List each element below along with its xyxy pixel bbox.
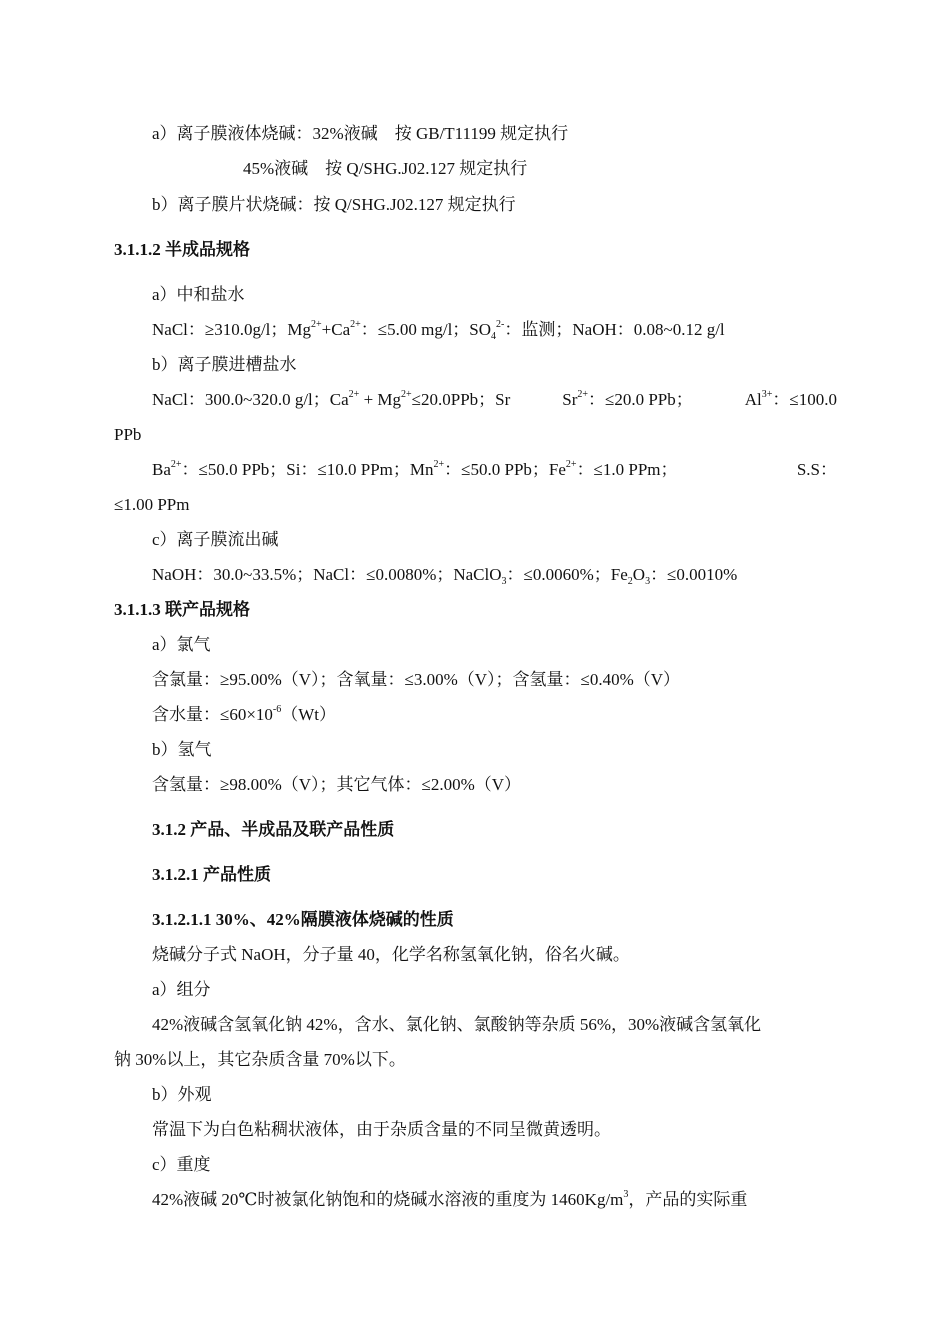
item-appearance: b）外观 — [152, 1085, 212, 1104]
spec-line-flake-caustic: b）离子膜片状烧碱：按 Q/SHG.J02.127 规定执行 — [152, 195, 516, 214]
spec-line-ionic-brine-wrap: PPb — [114, 425, 142, 444]
paragraph-composition-1: 42%液碱含氢氧化钠 42%，含水、氯化钠、氯酸钠等杂质 56%，30%液碱含氢氧化 — [152, 1015, 762, 1034]
spec-line-ionic-liquid-caustic: a）离子膜液体烧碱：32%液碱 按 GB/T11199 规定执行 — [152, 124, 569, 143]
spec-line-ionic-brine-1: NaCl：300.0~320.0 g/l；$Ca^{2+} + Mg^{2+}\le 20.0PPb$；Sr $Sr^{2+}$：≤20.0 PPb； $Al^{3+}$：≤100.0 — [152, 389, 837, 409]
paragraph-molecular-formula: 烧碱分子式 NaOH，分子量 40，化学名称氢氧化钠，俗名火碱。 — [152, 945, 630, 964]
paragraph-composition-2: 钠 30%以上，其它杂质含量 70%以下。 — [114, 1050, 406, 1069]
item-ionic-outflow-caustic: c）离子膜流出碱 — [152, 530, 279, 549]
spec-line-45-percent: 45%液碱 按 Q/SHG.J02.127 规定执行 — [243, 159, 528, 178]
section-heading-3-1-2: 3.1.2 产品、半成品及联产品性质 — [152, 820, 395, 839]
paragraph-density: 42%液碱 20℃时被氯化钠饱和的烧碱水溶液的重度为 $1460Kg/m^3$，产品的实际重 — [152, 1189, 748, 1209]
spec-line-ionic-brine-2-wrap: ≤1.00 PPm — [114, 495, 190, 514]
section-heading-3-1-1-3: 3.1.1.3 联产品规格 — [114, 600, 250, 619]
spec-line-neutral-brine: NaCl：≥310.0g/l；$Mg^{2+}+Ca^{2+}$：≤5.00 mg/l；$SO_4^{2-}$：监测；NaOH：0.08~0.12 g/l — [152, 319, 725, 342]
paragraph-appearance: 常温下为白色粘稠状液体，由于杂质含量的不同呈微黄透明。 — [152, 1120, 611, 1139]
item-neutral-brine: a）中和盐水 — [152, 285, 245, 304]
item-hydrogen: b）氢气 — [152, 740, 212, 759]
spec-line-outflow-caustic: NaOH：30.0~33.5%；NaCl：≤0.0080%；NaClO$_3$：≤0.0060%；$Fe_2O_3$：≤0.0010% — [152, 565, 738, 587]
spec-line-hydrogen: 含氢量：≥98.00%（V）；其它气体：≤2.00%（V） — [152, 775, 522, 794]
spec-line-chlorine-water: 含水量：$\le 60\times 10^{-6}(Wt)$ — [152, 704, 337, 724]
section-heading-3-1-2-1-1: 3.1.2.1.1 30%、42%隔膜液体烧碱的性质 — [152, 910, 454, 929]
spec-line-chlorine: 含氯量：≥95.00%（V）；含氧量：≤3.00%（V）；含氢量：≤0.40%（V） — [152, 670, 681, 689]
item-chlorine: a）氯气 — [152, 635, 211, 654]
section-heading-3-1-2-1: 3.1.2.1 产品性质 — [152, 865, 271, 884]
item-density: c）重度 — [152, 1155, 211, 1174]
section-heading-3-1-1-2: 3.1.1.2 半成品规格 — [114, 240, 250, 259]
item-composition: a）组分 — [152, 980, 211, 999]
spec-line-ionic-brine-2: $Ba^{2+}$：≤50.0 PPb；Si：≤10.0 PPm；$Mn^{2+}$：≤50.0 PPb；$Fe^{2+}$：≤1.0 PPm； S.S： — [152, 459, 837, 479]
item-ionic-brine: b）离子膜进槽盐水 — [152, 355, 297, 374]
